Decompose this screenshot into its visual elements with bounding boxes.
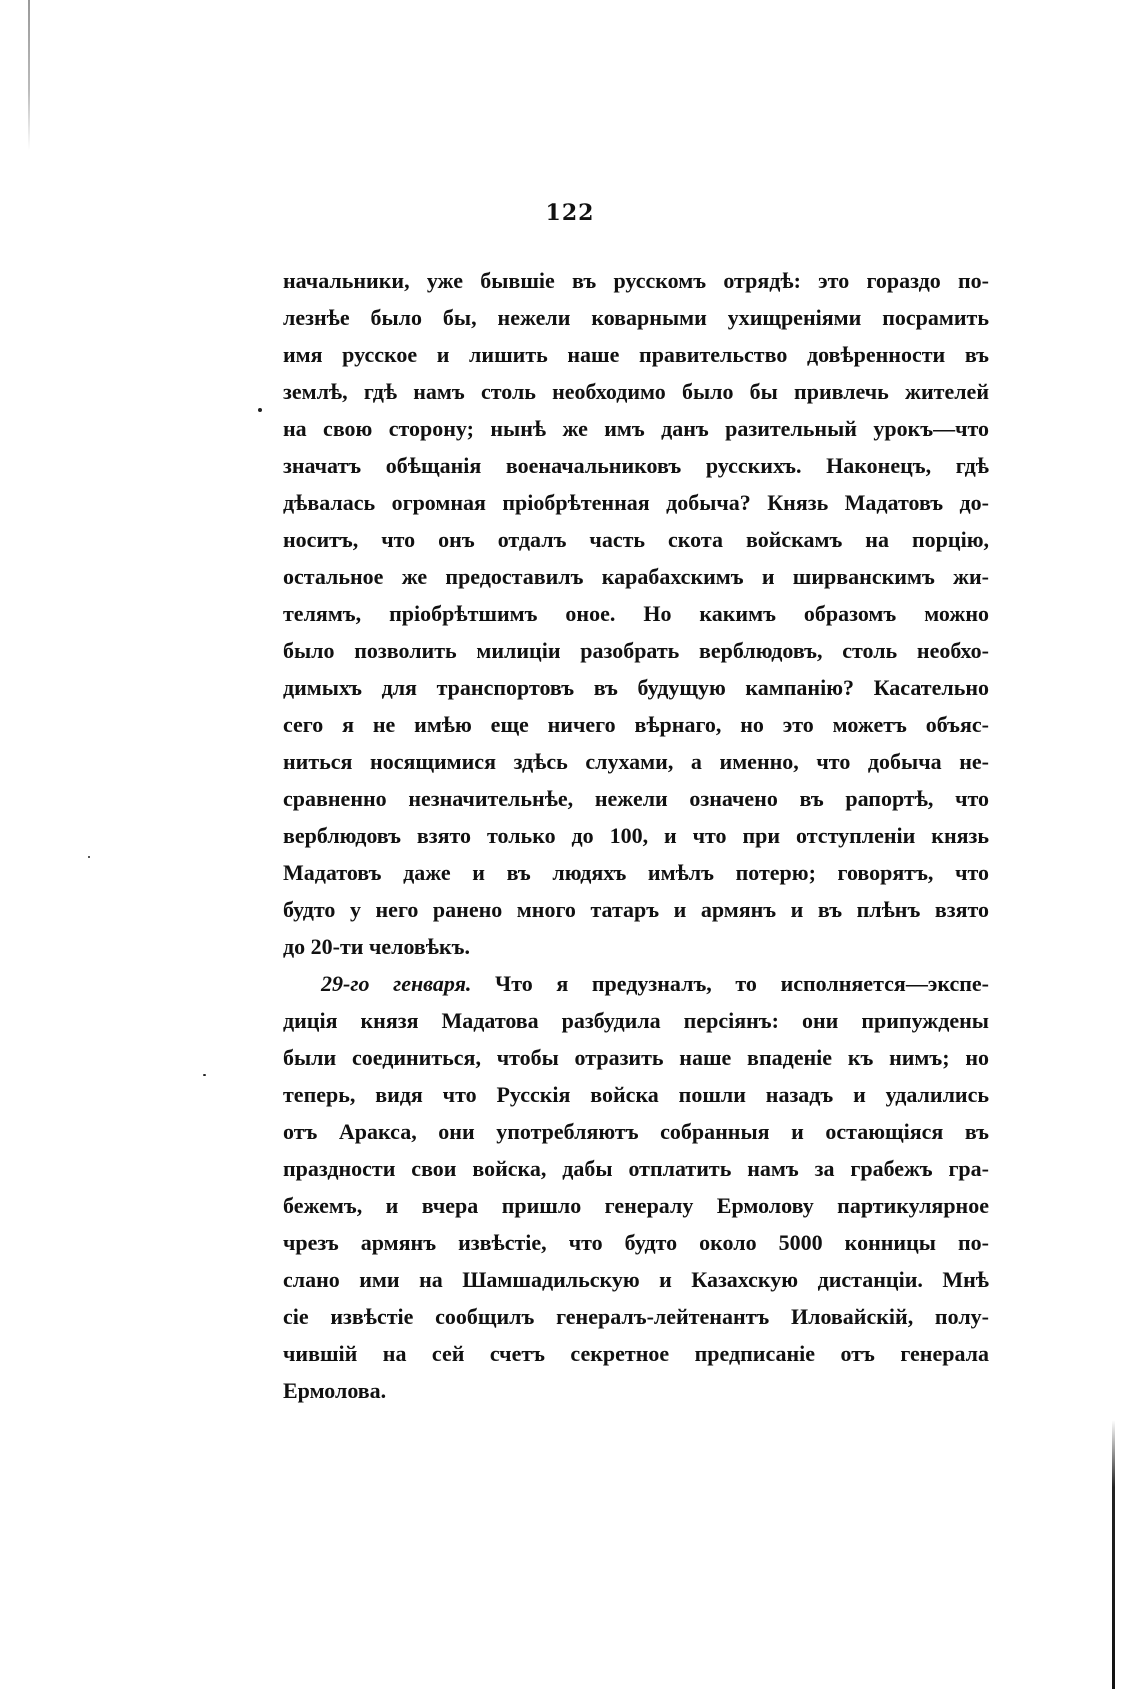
text-line: на свою сторону; нынѣ же имъ данъ разительный урокъ—что — [283, 416, 989, 441]
text-line: диція князя Мадатова разбудила персіянъ: они припуждены — [283, 1008, 989, 1033]
scan-edge-right — [1112, 1420, 1115, 1689]
text-line: сіе извѣстіе сообщилъ генералъ-лейтенантъ Иловайскій, полу- — [283, 1304, 989, 1329]
text-line: теперь, видя что Русскія войска пошли назадъ и удалились — [283, 1082, 989, 1107]
text-line: чрезъ армянъ извѣстіе, что будто около 5000 конницы по- — [283, 1230, 989, 1255]
text-line: дѣвалась огромная пріобрѣтенная добыча? Князь Мадатовъ до- — [283, 490, 989, 515]
text-line: телямъ, пріобрѣтшимъ оное. Но какимъ образомъ можно — [283, 601, 989, 626]
text-line: будто у него ранено много татаръ и армянъ и въ плѣнъ взято — [283, 897, 989, 922]
text-line: Ермолова. — [283, 1378, 387, 1403]
text-line: ниться носящимися здѣсь слухами, а именно, что добыча не- — [283, 749, 989, 774]
text-line: начальники, уже бывшіе въ русскомъ отрядѣ: это гораздо по- — [283, 268, 989, 293]
text-line: слано ими на Шамшадильскую и Казахскую дистанціи. Мнѣ — [283, 1267, 989, 1292]
text-line: димыхъ для транспортовъ въ будущую кампанію? Касательно — [283, 675, 989, 700]
text-line: чившій на сей счетъ секретное предписаніе отъ генерала — [283, 1341, 989, 1366]
paragraph-1 — [283, 262, 989, 965]
text-line: до 20-ти человѣкъ. — [283, 934, 470, 959]
scan-speck — [88, 856, 90, 858]
paragraph-2-first-line — [283, 965, 989, 1002]
text-line: значатъ обѣщанія военачальниковъ русскихъ. Наконецъ, гдѣ — [283, 453, 989, 478]
text-line: остальное же предоставилъ карабахскимъ и ширванскимъ жи- — [283, 564, 989, 589]
text-line: бежемъ, и вчера пришло генералу Ермолову партикулярное — [283, 1193, 989, 1218]
text-line: землѣ, гдѣ намъ столь необходимо было бы привлечь жителей — [283, 379, 989, 404]
text-line: отъ Аракса, они употребляютъ собранныя и остающіяся въ — [283, 1119, 989, 1144]
text-line: имя русское и лишить наше правительство довѣренности въ — [283, 342, 989, 367]
paragraph-2 — [283, 1002, 989, 1409]
page-number: 122 — [545, 200, 595, 226]
scan-speck — [203, 1074, 206, 1076]
scan-edge-left — [28, 0, 30, 150]
body-text — [283, 262, 989, 1409]
text-line: верблюдовъ взято только до 100, и что при отступленіи князь — [283, 823, 989, 848]
date-heading: 29-го генваря. — [321, 971, 472, 996]
scan-speck — [258, 408, 262, 412]
text-line: носитъ, что онъ отдалъ часть скота войскамъ на порцію, — [283, 527, 989, 552]
text-line: сравненно незначительнѣе, нежели означено въ рапортѣ, что — [283, 786, 989, 811]
text-line: были соединиться, чтобы отразить наше впаденіе къ нимъ; но — [283, 1045, 989, 1070]
text-line: Мадатовъ даже и въ людяхъ имѣлъ потерю; говорятъ, что — [283, 860, 989, 885]
text-line: лезнѣе было бы, нежели коварными ухищреніями посрамить — [283, 305, 989, 330]
text-line: сего я не имѣю еще ничего вѣрнаго, но это можетъ объяс- — [283, 712, 989, 737]
paragraph-2-first-line-text: Что я предузналъ, то исполняется—экспе- — [495, 971, 989, 996]
text-line: было позволить милиціи разобрать верблюдовъ, столь необхо- — [283, 638, 989, 663]
text-line: праздности свои войска, дабы отплатить намъ за грабежъ гра- — [283, 1156, 989, 1181]
